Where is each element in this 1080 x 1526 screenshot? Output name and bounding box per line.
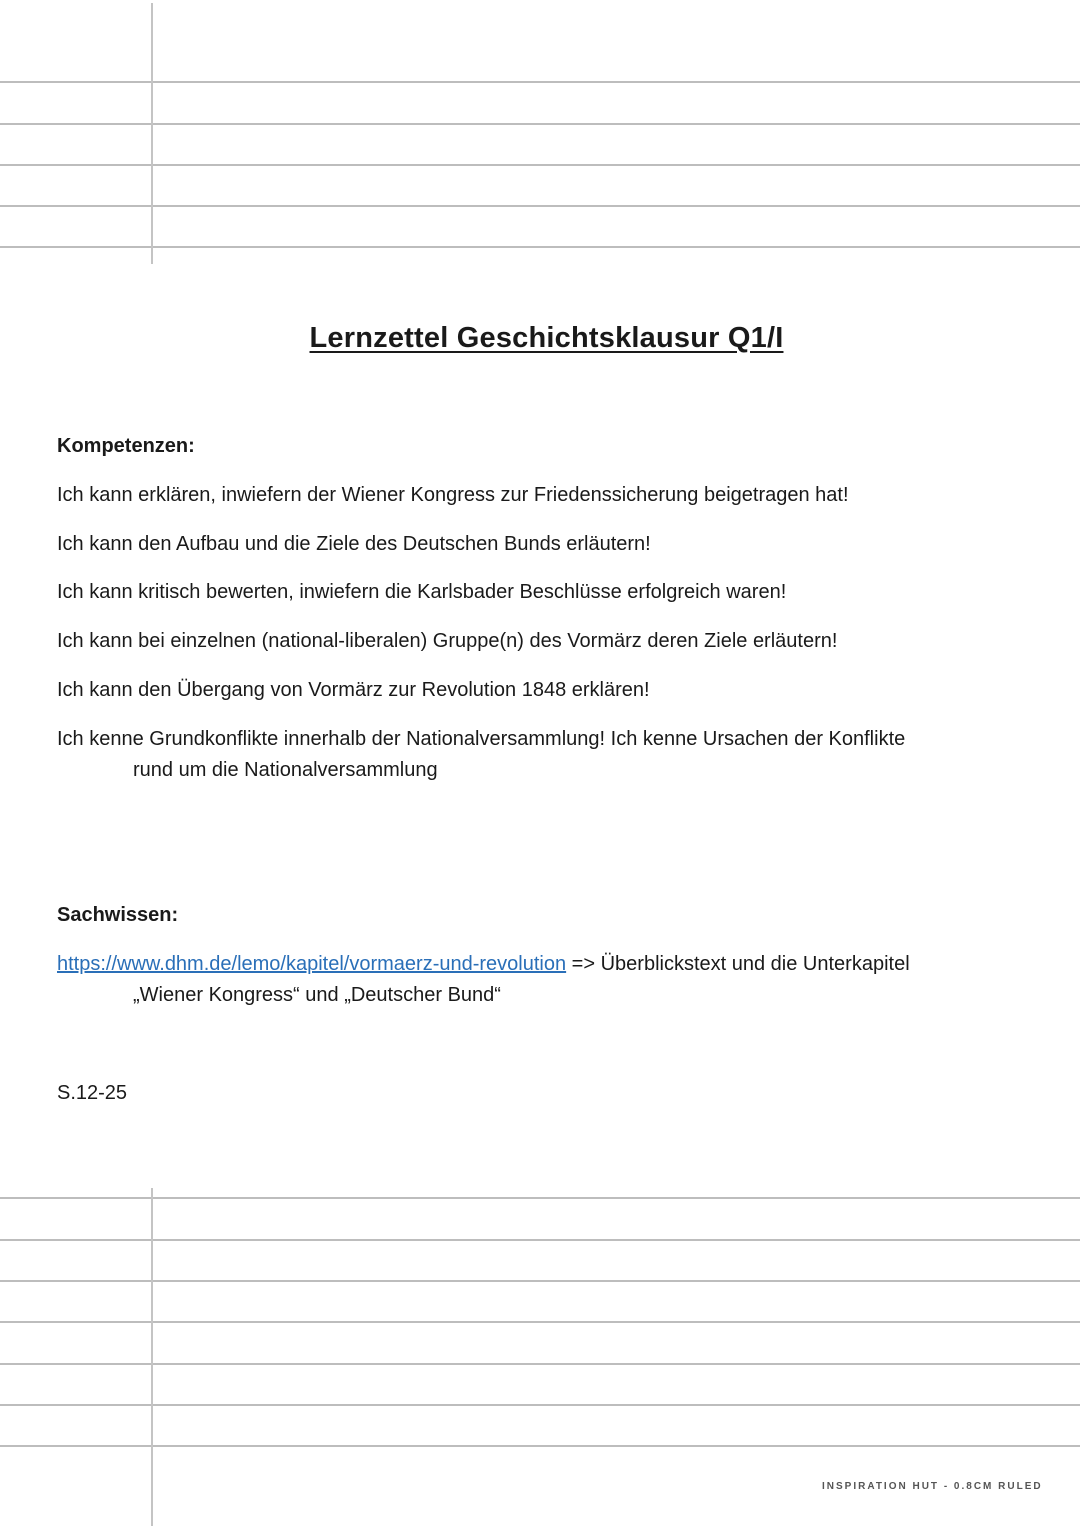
margin-line (151, 1188, 153, 1526)
page-title: Lernzettel Geschichtsklausur Q1/I (309, 322, 784, 354)
rule-line (0, 1239, 1080, 1241)
kompetenz-item: Ich kann bei einzelnen (national-liberalen) Gruppe(n) des Vormärz deren Ziele erläutern! (57, 630, 838, 652)
kompetenz-item: Ich kann den Übergang von Vormärz zur Revolution 1848 erklären! (57, 679, 650, 701)
kompetenz-item: Ich kann den Aufbau und die Ziele des Deutschen Bunds erläutern! (57, 533, 651, 555)
kompetenz-item (57, 724, 1017, 786)
rule-line (0, 164, 1080, 166)
sachwissen-item (57, 949, 1057, 1011)
sachwissen-line2: „Wiener Kongress“ und „Deutscher Bund“ (133, 984, 501, 1006)
rule-line (0, 1280, 1080, 1282)
rule-line (0, 1363, 1080, 1365)
rule-line (0, 81, 1080, 83)
rule-line (0, 1445, 1080, 1447)
page-range: S.12-25 (57, 1082, 128, 1104)
rule-line (0, 1404, 1080, 1406)
kompetenzen-heading: Kompetenzen: (57, 435, 195, 457)
rule-line (0, 1197, 1080, 1199)
footer-brand: INSPIRATION HUT - 0.8CM RULED (822, 1481, 1043, 1492)
sachwissen-heading: Sachwissen: (57, 904, 179, 926)
dhm-link[interactable]: https://www.dhm.de/lemo/kapitel/vormaerz-und-revolution (57, 953, 567, 975)
margin-line (151, 3, 153, 264)
link-suffix: => Überblickstext und die Unterkapitel (566, 953, 910, 975)
kompetenz-item: Ich kann kritisch bewerten, inwiefern die Karlsbader Beschlüsse erfolgreich waren! (57, 581, 787, 603)
kompetenz-item-line2: rund um die Nationalversammlung (133, 759, 438, 781)
rule-line (0, 205, 1080, 207)
rule-line (0, 246, 1080, 248)
kompetenz-item: Ich kann erklären, inwiefern der Wiener Kongress zur Friedenssicherung beigetragen hat! (57, 484, 849, 506)
rule-line (0, 1321, 1080, 1323)
kompetenz-item-line1: Ich kenne Grundkonflikte innerhalb der Nationalversammlung! Ich kenne Ursachen der Konflikte (57, 728, 906, 750)
rule-line (0, 123, 1080, 125)
